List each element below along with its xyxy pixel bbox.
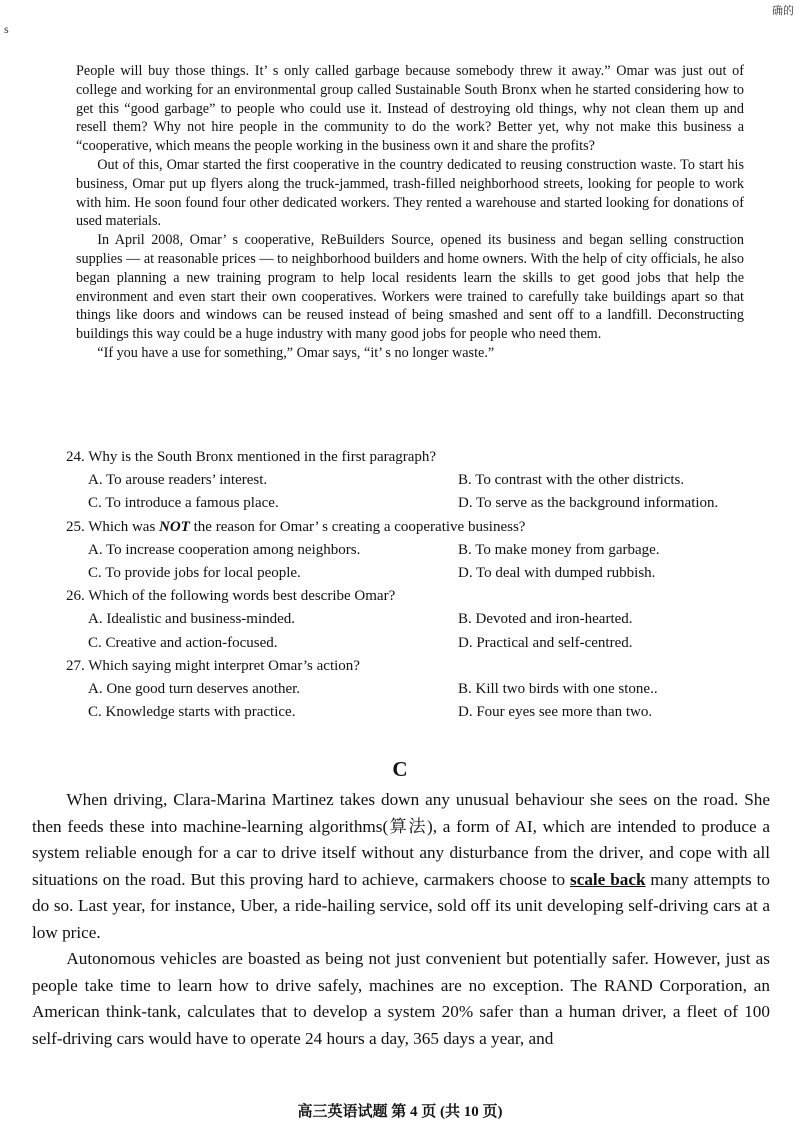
question-27-stem: 27. Which saying might interpret Omar’s action? <box>66 657 360 674</box>
passage-c-paragraph-1-start: When driving, Clara-Marina Martinez takes down any unusual behaviour she sees on the road. She then feeds these into machine-learning algorithms(算法), a form of AI, which are intended to produce a system reliable enough for a car to drive itself without any disturbance from the driver, and cope with all situations on the road. But this proving hard to achieve, carmakers choose to <box>32 790 770 889</box>
question-26-option-a: A. Idealistic and business-minded. <box>88 611 296 628</box>
question-27-option-c: C. Knowledge starts with practice. <box>88 704 296 721</box>
section-c-heading: C <box>392 757 408 781</box>
passage-b <box>76 62 744 363</box>
question-25-option-d: D. To deal with dumped rubbish. <box>458 565 656 582</box>
question-24-option-c: C. To introduce a famous place. <box>88 495 279 512</box>
question-25-stem <box>66 516 746 539</box>
question-24-option-a: A. To arouse readers’ interest. <box>88 472 268 489</box>
page-footer: 高三英语试题 第 4 页 (共 10 页) <box>297 1104 503 1120</box>
question-27-option-d: D. Four eyes see more than two. <box>458 704 653 721</box>
question-25-stem-end: the reason for Omar’ s creating a cooperative business? <box>189 518 526 535</box>
passage-c-paragraph-1 <box>32 787 770 946</box>
question-26-option-b: B. Devoted and iron-hearted. <box>458 611 633 628</box>
question-25-option-a: A. To increase cooperation among neighbors. <box>88 541 361 558</box>
question-26-stem: 26. Which of the following words best describe Omar? <box>66 588 396 605</box>
question-27 <box>66 655 746 725</box>
passage-b-paragraph-4: “If you have a use for something,” Omar says, “it’ s no longer waste.” <box>97 344 495 361</box>
passage-b-paragraph-2: Out of this, Omar started the first cooperative in the country dedicated to reusing construction waste. To start his business, Omar put up flyers along the truck-jammed, trash-filled neighborhood streets, looking for people to work with him. He soon found four other dedicated workers. They rented a warehouse and started looking for donations of used materials. <box>76 156 744 230</box>
question-25-option-b: B. To make money from garbage. <box>458 541 660 558</box>
question-26-option-c: C. Creative and action-focused. <box>88 634 278 651</box>
underlined-phrase-scale-back: scale back <box>570 869 646 889</box>
question-27-option-a: A. One good turn deserves another. <box>88 681 301 698</box>
question-25-option-c: C. To provide jobs for local people. <box>88 565 301 582</box>
question-24-option-d: D. To serve as the background information. <box>458 495 719 512</box>
passage-c-paragraph-1-end: many attempts to do so. Last year, for instance, Uber, a ride-hailing service, sold off its unit developing self-driving cars at a low price. <box>32 869 771 942</box>
question-26-option-d: D. Practical and self-centred. <box>458 634 633 651</box>
passage-c <box>32 787 770 1052</box>
passage-c-paragraph-2: Autonomous vehicles are boasted as being not just convenient but potentially safer. However, just as people take time to learn how to drive safely, machines are no exception. The RAND Corporation, an American think-tank, calculates that to develop a system 20% safer than a human driver, a fleet of 100 self-driving cars would have to operate 24 hours a day, 365 days a year, and <box>32 949 770 1048</box>
question-26 <box>66 585 746 655</box>
question-24-option-b: B. To contrast with the other districts. <box>458 472 685 489</box>
passage-b-paragraph-1: People will buy those things. It’ s only called garbage because somebody threw it away.” Omar was just out of college and working for an environmental group called Sustainable South Bronx when he started considering how to get this “good garbage” to people who could use it. Instead of destroying old things, why not clean them up and resell them? Why not hire people in the community to do the work? Better yet, why not make this business a “cooperative, which means the people working in the business own it and share the profits? <box>76 63 744 155</box>
question-list <box>66 446 746 724</box>
passage-b-paragraph-3: In April 2008, Omar’ s cooperative, ReBuilders Source, opened its business and began selling construction supplies — at reasonable prices — to neighborhood builders and home owners. With the help of city officials, he also began planning a new training program to help local residents learn the skills to get good jobs that help the environment and even start their own cooperatives. Workers were trained to carefully take buildings apart so that things like doors and windows can be reused instead of being smashed and sent off to a landfill. Deconstructing buildings this way could be a huge industry with many good jobs for people who need them. <box>76 232 744 343</box>
margin-mark: s <box>4 22 9 36</box>
question-25-not-emphasis: NOT <box>159 518 190 535</box>
question-27-option-b: B. Kill two birds with one stone.. <box>458 681 658 698</box>
question-25 <box>66 516 746 586</box>
question-24 <box>66 446 746 516</box>
question-24-stem: 24. Why is the South Bronx mentioned in the first paragraph? <box>66 449 437 465</box>
question-25-stem-start: 25. Which was <box>66 518 160 535</box>
corner-id-text: 确的 <box>772 5 794 17</box>
